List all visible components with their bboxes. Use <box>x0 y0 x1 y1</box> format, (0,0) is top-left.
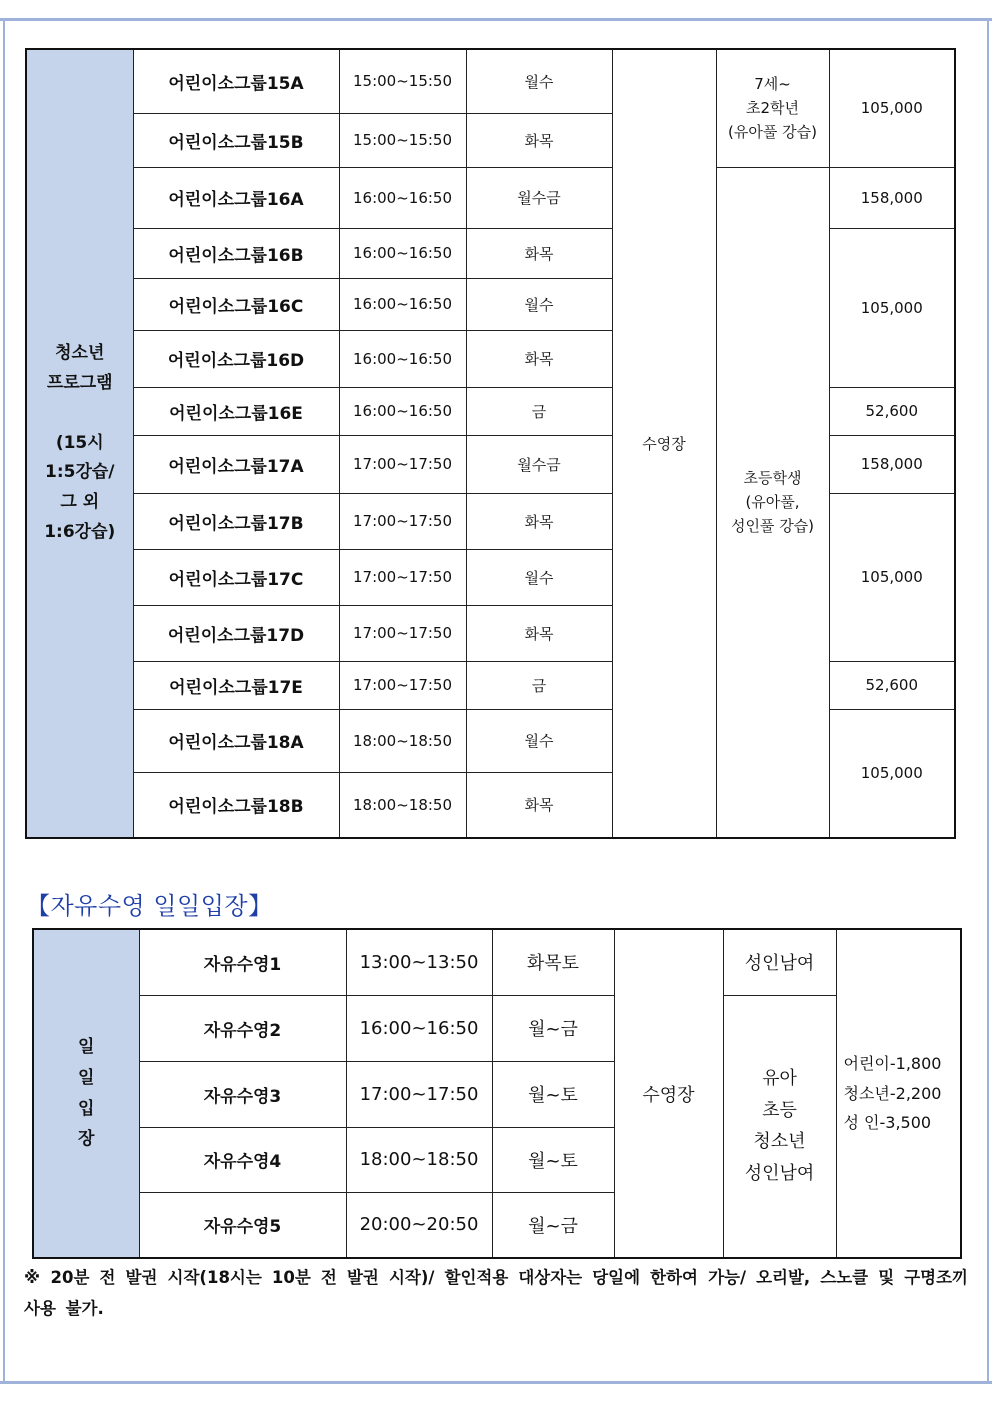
session-name: 자유수영2 <box>139 995 346 1061</box>
free-swim-table <box>32 928 962 1259</box>
class-name: 어린이소그룹18B <box>133 772 339 838</box>
class-days: 화목 <box>466 113 612 167</box>
fee-cell: 158,000 <box>829 167 955 228</box>
fee-cell: 105,000 <box>829 228 955 387</box>
class-time: 15:00~15:50 <box>339 113 466 167</box>
class-time: 18:00~18:50 <box>339 772 466 838</box>
table-row <box>33 929 961 995</box>
class-name: 어린이소그룹17E <box>133 661 339 709</box>
class-days: 화목 <box>466 493 612 549</box>
category-youth-program: 청소년 프로그램 (15시 1:5강습/ 그 외 1:6강습) <box>26 49 133 838</box>
session-time: 17:00~17:50 <box>346 1061 492 1127</box>
class-time: 16:00~16:50 <box>339 387 466 435</box>
fee-cell: 105,000 <box>829 49 955 167</box>
session-days: 월~금 <box>492 995 614 1061</box>
class-time: 17:00~17:50 <box>339 605 466 661</box>
class-time: 16:00~16:50 <box>339 330 466 387</box>
class-name: 어린이소그룹17C <box>133 549 339 605</box>
class-name: 어린이소그룹15A <box>133 49 339 113</box>
class-days: 화목 <box>466 605 612 661</box>
session-days: 화목토 <box>492 929 614 995</box>
class-time: 17:00~17:50 <box>339 493 466 549</box>
table-row <box>33 995 961 1061</box>
target-all-ages: 유아 초등 청소년 성인남여 <box>723 995 836 1258</box>
class-days: 금 <box>466 387 612 435</box>
session-time: 18:00~18:50 <box>346 1127 492 1192</box>
session-name: 자유수영1 <box>139 929 346 995</box>
page-border-bottom <box>0 1381 992 1384</box>
class-days: 화목 <box>466 772 612 838</box>
fee-list: 어린이-1,800 청소년-2,200 성 인-3,500 <box>836 929 961 1258</box>
class-name: 어린이소그룹16A <box>133 167 339 228</box>
footnote: ※ 20분 전 발권 시작(18시는 10분 전 발권 시작)/ 할인적용 대상자는 당일에 한하여 가능/ 오리발, 스노클 및 구명조끼 사용 불가. <box>24 1268 968 1318</box>
class-days: 월수금 <box>466 167 612 228</box>
class-time: 17:00~17:50 <box>339 435 466 493</box>
class-days: 월수 <box>466 549 612 605</box>
class-time: 18:00~18:50 <box>339 709 466 772</box>
class-name: 어린이소그룹17B <box>133 493 339 549</box>
session-days: 월~토 <box>492 1061 614 1127</box>
venue-cell: 수영장 <box>612 49 716 838</box>
class-name: 어린이소그룹16D <box>133 330 339 387</box>
table-row <box>26 167 955 228</box>
target-adult: 성인남여 <box>723 929 836 995</box>
class-days: 월수 <box>466 49 612 113</box>
class-name: 어린이소그룹17D <box>133 605 339 661</box>
class-time: 17:00~17:50 <box>339 549 466 605</box>
venue-cell: 수영장 <box>614 929 723 1258</box>
class-days: 월수 <box>466 278 612 330</box>
class-time: 15:00~15:50 <box>339 49 466 113</box>
fee-cell: 52,600 <box>829 387 955 435</box>
session-name: 자유수영5 <box>139 1192 346 1258</box>
session-days: 월~금 <box>492 1192 614 1258</box>
class-name: 어린이소그룹18A <box>133 709 339 772</box>
page-border-right <box>987 18 989 1384</box>
page-border-top <box>0 18 992 21</box>
table-row <box>26 49 955 113</box>
class-name: 어린이소그룹16B <box>133 228 339 278</box>
class-days: 월수 <box>466 709 612 772</box>
session-time: 13:00~13:50 <box>346 929 492 995</box>
class-name: 어린이소그룹16C <box>133 278 339 330</box>
session-time: 16:00~16:50 <box>346 995 492 1061</box>
page-border-left <box>3 18 5 1384</box>
category-daily-entry: 일 일 입 장 <box>33 929 139 1258</box>
class-time: 16:00~16:50 <box>339 228 466 278</box>
class-name: 어린이소그룹16E <box>133 387 339 435</box>
session-name: 자유수영4 <box>139 1127 346 1192</box>
class-time: 16:00~16:50 <box>339 278 466 330</box>
class-days: 화목 <box>466 228 612 278</box>
session-days: 월~토 <box>492 1127 614 1192</box>
fee-cell: 158,000 <box>829 435 955 493</box>
class-days: 금 <box>466 661 612 709</box>
class-name: 어린이소그룹17A <box>133 435 339 493</box>
class-days: 화목 <box>466 330 612 387</box>
session-name: 자유수영3 <box>139 1061 346 1127</box>
target-kids: 7세~ 초2학년 (유아풀 강습) <box>716 49 829 167</box>
class-time: 17:00~17:50 <box>339 661 466 709</box>
class-name: 어린이소그룹15B <box>133 113 339 167</box>
class-days: 월수금 <box>466 435 612 493</box>
fee-cell: 105,000 <box>829 493 955 661</box>
session-time: 20:00~20:50 <box>346 1192 492 1258</box>
fee-cell: 105,000 <box>829 709 955 838</box>
target-elementary: 초등학생 (유아풀, 성인풀 강습) <box>716 167 829 838</box>
youth-program-table <box>25 48 956 839</box>
class-time: 16:00~16:50 <box>339 167 466 228</box>
fee-cell: 52,600 <box>829 661 955 709</box>
section-title-free-swim: 【자유수영 일일입장】 <box>26 892 273 920</box>
